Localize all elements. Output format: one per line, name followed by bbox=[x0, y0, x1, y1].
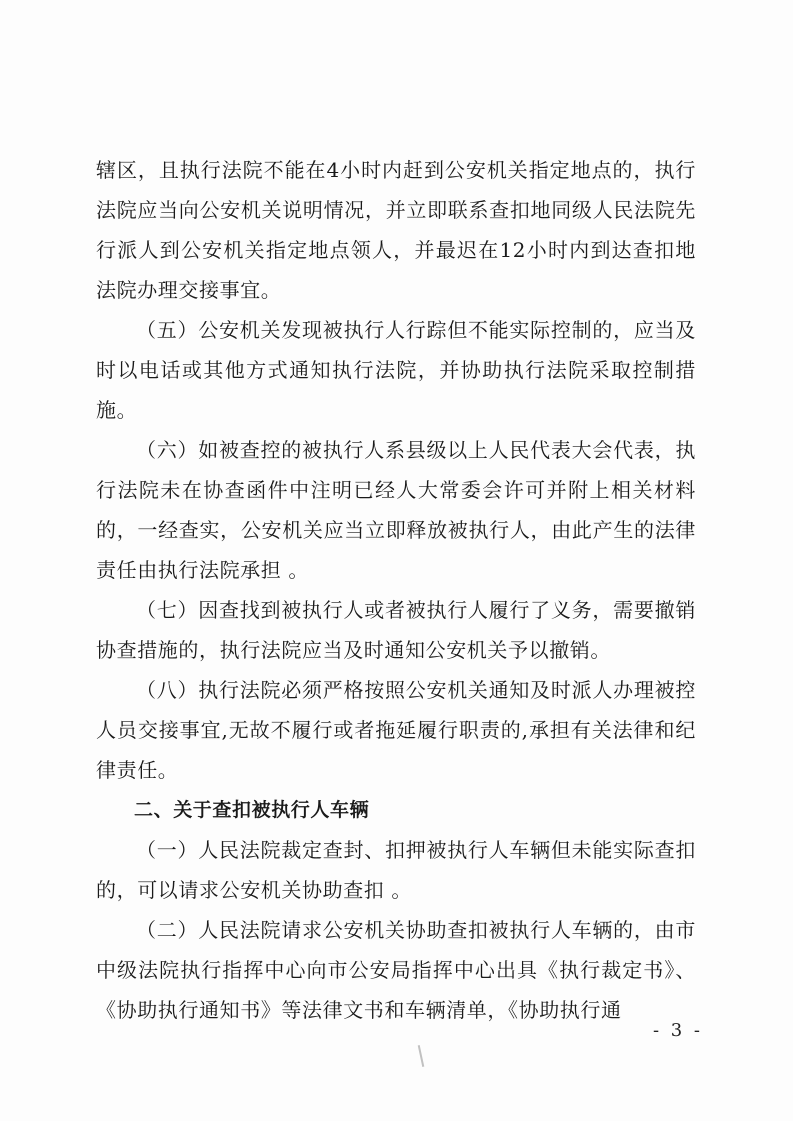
paragraph-item-6: （六）如被查控的被执行人系县级以上人民代表大会代表，执行法院未在协查函件中注明已经人大常委会许可并附上相关材料的，一经查实，公安机关应当立即释放被执行人，由此产生的法律责任由执行法院承担 。 bbox=[96, 438, 696, 582]
section-paragraph-item-1: （一）人民法院裁定查封、扣押被执行人车辆但未能实际查扣的，可以请求公安机关协助查扣 。 bbox=[96, 838, 696, 902]
document-body bbox=[96, 150, 696, 1030]
paragraph-item-5: （五）公安机关发现被执行人行踪但不能实际控制的，应当及时以电话或其他方式通知执行法院，并协助执行法院采取控制措施。 bbox=[96, 318, 696, 422]
section-paragraph-item-2: （二）人民法院请求公安机关协助查扣被执行人车辆的，由市中级法院执行指挥中心向市公安局指挥中心出具《执行裁定书》、《协助执行通知书》等法律文书和车辆清单，《协助执行通 bbox=[96, 918, 696, 1022]
scan-artifact-mark bbox=[418, 1045, 425, 1067]
page-number: - 3 - bbox=[652, 1020, 703, 1041]
paragraph-continuation: 辖区，且执行法院不能在4小时内赶到公安机关指定地点的，执行法院应当向公安机关说明情况，并立即联系查扣地同级人民法院先行派人到公安机关指定地点领人，并最迟在12小时内到达查扣地法院办理交接事宜。 bbox=[96, 158, 696, 302]
paragraph-item-7: （七）因查找到被执行人或者被执行人履行了义务，需要撤销协查措施的，执行法院应当及时通知公安机关予以撤销。 bbox=[96, 598, 696, 662]
section-heading: 二、关于查扣被执行人车辆 bbox=[134, 799, 370, 821]
paragraph-item-8: （八）执行法院必须严格按照公安机关通知及时派人办理被控人员交接事宜,无故不履行或者拖延履行职责的,承担有关法律和纪律责任。 bbox=[96, 678, 696, 782]
